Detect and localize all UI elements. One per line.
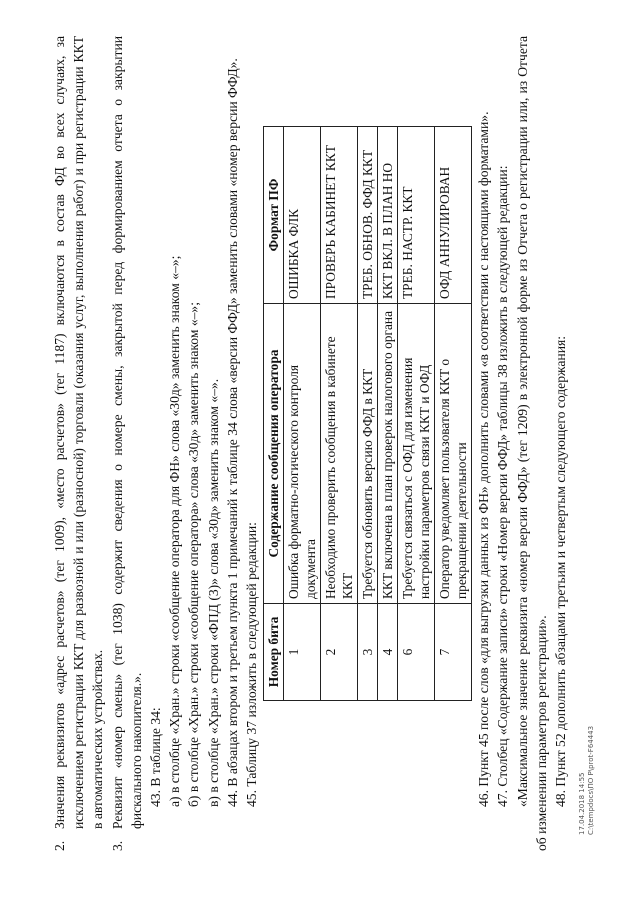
table-row [358, 127, 378, 701]
print-format-cell: ТРЕБ. НАСТР. ККТ [398, 127, 435, 304]
item-43-title: 43. В таблице 34: [148, 707, 164, 807]
table-row [321, 127, 358, 701]
table-37 [263, 126, 472, 701]
bit-number-cell: 3 [358, 604, 378, 701]
message-content-cell: ККТ включена в план проверок налогового органа [378, 304, 398, 604]
bit-number-cell: 7 [435, 604, 472, 701]
item-47: 47. Столбец «Содержание записи» строки «Номер версии ФФД» таблицы 38 изложить в следующей редакции: [495, 165, 511, 807]
paragraph-2-text: Значения реквизитов «адрес расчетов» (тег 1009), «место расчетов» (тег 1187) включаются в состав ФД во всех случаях, за исключением регистрации ККТ для развозной и или (разносной) торговли (оказания услуг, выполнения работ) и при регистрации ККТ в автоматических устройствах. [52, 36, 106, 829]
item-43-a: а) в столбце «Хран.» строки «сообщение оператора для ФН» слова «30д» заменить знаком «–»; [167, 255, 183, 807]
document-body [50, 36, 570, 851]
paragraph-3-text: Реквизит «номер смены» (тег 1038) содержит сведения о номере смены, закрытой перед формированием отчета о закрытии фискального накопителя.». [109, 36, 144, 829]
table-37-header-row [264, 127, 284, 701]
print-format-cell: ККТ ВКЛ. В ПЛАН НО [378, 127, 398, 304]
item-44: 44. В абзацах втором и третьем пункта 1 примечаний к таблице 34 слова «версии ФФД» заменить словами «номер версии ФФД». [224, 58, 240, 807]
item-47-quote: «Максимальное значение реквизита «номер версии ФФД» (тег 1209) в электронной форме из Отчета о регистрации или, из Отчета об изменении параметров регистрации». [514, 36, 549, 851]
print-format-cell: ТРЕБ. ОБНОВ. ФФД ККТ [358, 127, 378, 304]
item-43-c: в) в столбце «Хран.» строки «ФПД (3)» слова «30д» заменить знаком «–». [205, 378, 221, 807]
print-format-cell: ОШИБКА ФЛК [284, 127, 321, 304]
column-header-print-format: Формат ПФ [264, 127, 284, 304]
message-content-cell: Ошибка форматно-логического контроля документа [284, 304, 321, 604]
table-row [435, 127, 472, 701]
message-content-cell: Необходимо проверить сообщения в кабинете ККТ [321, 304, 358, 604]
item-48: 48. Пункт 52 дополнить абзацами третьим и четвертым следующего содержания: [553, 335, 569, 807]
print-stamp [578, 726, 596, 835]
table-row [284, 127, 321, 701]
paragraph-2 [50, 36, 108, 851]
bit-number-cell: 1 [284, 604, 321, 701]
table-row [398, 127, 435, 701]
column-header-bit-number: Номер бита [264, 604, 284, 701]
print-stamp-path: C:\tempdocs\ПО Р\prot-F64443 [587, 725, 595, 835]
message-content-cell: Требуется обновить версию ФФД в ККТ [358, 304, 378, 604]
item-43-b: б) в столбце «Хран.» строки «сообщение оператора» слова «30д» заменить знаком «–»; [186, 301, 202, 807]
column-header-message-content: Содержание сообщения оператора [264, 304, 284, 604]
message-content-cell: Требуется связаться с ОФД для изменения настройки параметров связи ККТ и ОФД [398, 304, 435, 604]
paragraph-3 [108, 36, 146, 851]
print-stamp-date: 17.04.2018 14:55 [578, 772, 586, 835]
print-format-cell: ОФД АННУЛИРОВАН [435, 127, 472, 304]
bit-number-cell: 6 [398, 604, 435, 701]
bit-number-cell: 4 [378, 604, 398, 701]
table-row [378, 127, 398, 701]
item-45: 45. Таблицу 37 изложить в следующей редакции: [244, 522, 260, 807]
item-46: 46. Пункт 45 после слов «для выгрузки данных из ФН» дополнить словами «в соответствии с настоящими форматами». [476, 111, 492, 807]
message-content-cell: Оператор уведомляет пользователя ККТ о прекращении деятельности [435, 304, 472, 604]
paragraph-2-number: 2. [52, 840, 67, 851]
bit-number-cell: 2 [321, 604, 358, 701]
print-format-cell: ПРОВЕРЬ КАБИНЕТ ККТ [321, 127, 358, 304]
paragraph-3-number: 3. [109, 840, 125, 851]
